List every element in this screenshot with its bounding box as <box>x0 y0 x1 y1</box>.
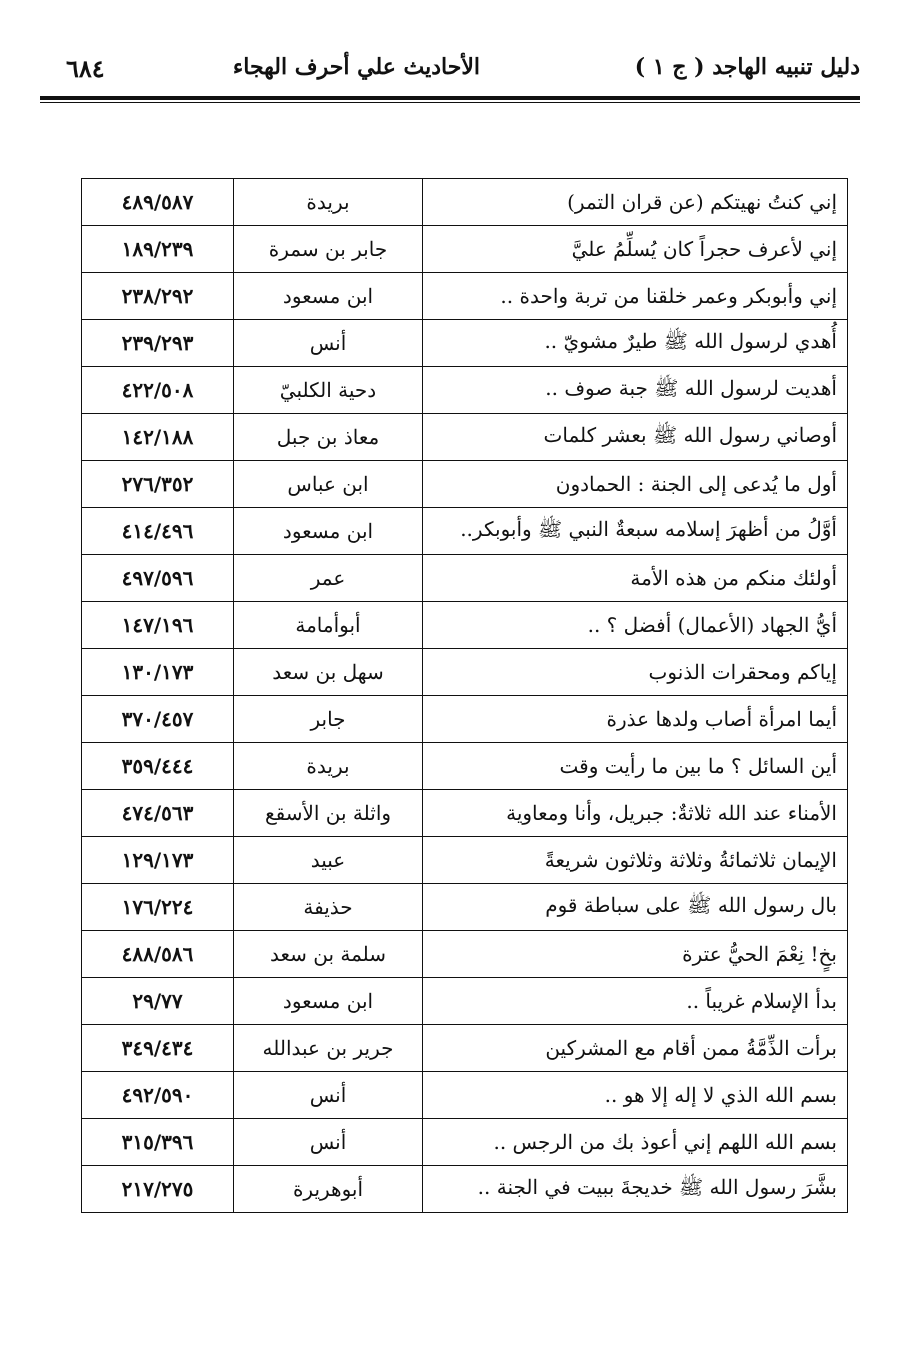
reference-number: ٤٩٢/٥٩٠ <box>82 1072 234 1119</box>
hadith-text: أُهدي لرسول الله ﷺ طيرٌ مشويّ .. <box>423 320 848 367</box>
table-row <box>82 461 848 508</box>
reference-number: ٢١٧/٢٧٥ <box>82 1166 234 1213</box>
table-row <box>82 931 848 978</box>
book-title: دليل تنبيه الهاجد ( ج ١ ) <box>634 54 860 80</box>
table-row <box>82 1166 848 1213</box>
table-row <box>82 978 848 1025</box>
reference-number: ٤٧٤/٥٦٣ <box>82 790 234 837</box>
table-row <box>82 649 848 696</box>
hadith-text: أوصاني رسول الله ﷺ بعشر كلمات <box>423 414 848 461</box>
narrator-name: سهل بن سعد <box>234 649 423 696</box>
reference-number: ٢٧٦/٣٥٢ <box>82 461 234 508</box>
reference-number: ١٧٦/٢٢٤ <box>82 884 234 931</box>
reference-number: ٤٨٩/٥٨٧ <box>82 179 234 226</box>
narrator-name: جابر بن سمرة <box>234 226 423 273</box>
table-row <box>82 790 848 837</box>
hadith-text: أولئك منكم من هذه الأمة <box>423 555 848 602</box>
hadith-text: إني كنتُ نهيتكم (عن قران التمر) <box>423 179 848 226</box>
hadith-text: أول ما يُدعى إلى الجنة : الحمادون <box>423 461 848 508</box>
narrator-name: أبوهريرة <box>234 1166 423 1213</box>
narrator-name: أنس <box>234 1119 423 1166</box>
table-row <box>82 743 848 790</box>
hadith-text: أيما امرأة أصاب ولدها عذرة <box>423 696 848 743</box>
hadith-text: أين السائل ؟ ما بين ما رأيت وقت <box>423 743 848 790</box>
reference-number: ٤٢٢/٥٠٨ <box>82 367 234 414</box>
hadith-index-table <box>81 178 848 1213</box>
hadith-text: أوَّلُ من أظهرَ إسلامه سبعةٌ النبي ﷺ وأبوبكر.. <box>423 508 848 555</box>
hadith-text: الإيمان ثلاثمائةُ وثلاثة وثلاثون شريعةً <box>423 837 848 884</box>
table-row <box>82 508 848 555</box>
reference-number: ١٨٩/٢٣٩ <box>82 226 234 273</box>
reference-number: ٤٩٧/٥٩٦ <box>82 555 234 602</box>
table-row <box>82 555 848 602</box>
hadith-text: بدأ الإسلام غريباً .. <box>423 978 848 1025</box>
narrator-name: واثلة بن الأسقع <box>234 790 423 837</box>
hadith-text: بال رسول الله ﷺ على سباطة قوم <box>423 884 848 931</box>
narrator-name: أنس <box>234 1072 423 1119</box>
table-row <box>82 696 848 743</box>
reference-number: ٢٩/٧٧ <box>82 978 234 1025</box>
narrator-name: ابن مسعود <box>234 508 423 555</box>
reference-number: ٣٥٩/٤٤٤ <box>82 743 234 790</box>
reference-number: ١٤٢/١٨٨ <box>82 414 234 461</box>
narrator-name: دحية الكلبيّ <box>234 367 423 414</box>
reference-number: ٢٣٨/٢٩٢ <box>82 273 234 320</box>
hadith-text: بسم الله الذي لا إله إلا هو .. <box>423 1072 848 1119</box>
table-row <box>82 414 848 461</box>
reference-number: ٣١٥/٣٩٦ <box>82 1119 234 1166</box>
hadith-text: بسم الله اللهم إني أعوذ بك من الرجس .. <box>423 1119 848 1166</box>
hadith-text: إني لأعرف حجراً كان يُسلِّمُ عليَّ <box>423 226 848 273</box>
table-row <box>82 1025 848 1072</box>
reference-number: ٣٧٠/٤٥٧ <box>82 696 234 743</box>
reference-number: ٤٨٨/٥٨٦ <box>82 931 234 978</box>
narrator-name: أنس <box>234 320 423 367</box>
hadith-text: الأمناء عند الله ثلاثةٌ: جبريل، وأنا ومعاوية <box>423 790 848 837</box>
hadith-text: إني وأبوبكر وعمر خلقنا من تربة واحدة .. <box>423 273 848 320</box>
narrator-name: ابن مسعود <box>234 978 423 1025</box>
header-rule-thin <box>40 102 860 103</box>
narrator-name: عمر <box>234 555 423 602</box>
table-row <box>82 273 848 320</box>
reference-number: ٤١٤/٤٩٦ <box>82 508 234 555</box>
table-row <box>82 179 848 226</box>
reference-number: ٣٤٩/٤٣٤ <box>82 1025 234 1072</box>
table-row <box>82 1119 848 1166</box>
table-row <box>82 602 848 649</box>
narrator-name: جابر <box>234 696 423 743</box>
reference-number: ١٣٠/١٧٣ <box>82 649 234 696</box>
reference-number: ١٤٧/١٩٦ <box>82 602 234 649</box>
narrator-name: جرير بن عبدالله <box>234 1025 423 1072</box>
hadith-text: إياكم ومحقرات الذنوب <box>423 649 848 696</box>
table-row <box>82 367 848 414</box>
header-rule-thick <box>40 96 860 100</box>
table-body <box>82 179 848 1213</box>
table-row <box>82 320 848 367</box>
narrator-name: حذيفة <box>234 884 423 931</box>
table-row <box>82 837 848 884</box>
hadith-text: بشَّرَ رسول الله ﷺ خديجةَ ببيت في الجنة .. <box>423 1166 848 1213</box>
hadith-text: أهديت لرسول الله ﷺ جبة صوف .. <box>423 367 848 414</box>
reference-number: ١٢٩/١٧٣ <box>82 837 234 884</box>
hadith-text: أيُّ الجهاد (الأعمال) أفضل ؟ .. <box>423 602 848 649</box>
hadith-text: بخٍ! نِعْمَ الحيُّ عترة <box>423 931 848 978</box>
section-title: الأحاديث علي أحرف الهجاء <box>232 54 480 80</box>
page-number: ٦٨٤ <box>66 54 105 83</box>
narrator-name: أبوأمامة <box>234 602 423 649</box>
page-header <box>44 48 860 94</box>
table-row <box>82 226 848 273</box>
narrator-name: معاذ بن جبل <box>234 414 423 461</box>
narrator-name: بريدة <box>234 179 423 226</box>
table-row <box>82 884 848 931</box>
narrator-name: عبيد <box>234 837 423 884</box>
narrator-name: ابن عباس <box>234 461 423 508</box>
narrator-name: ابن مسعود <box>234 273 423 320</box>
hadith-text: برأت الذِّمَّةُ ممن أقام مع المشركين <box>423 1025 848 1072</box>
reference-number: ٢٣٩/٢٩٣ <box>82 320 234 367</box>
table-row <box>82 1072 848 1119</box>
narrator-name: سلمة بن سعد <box>234 931 423 978</box>
narrator-name: بريدة <box>234 743 423 790</box>
